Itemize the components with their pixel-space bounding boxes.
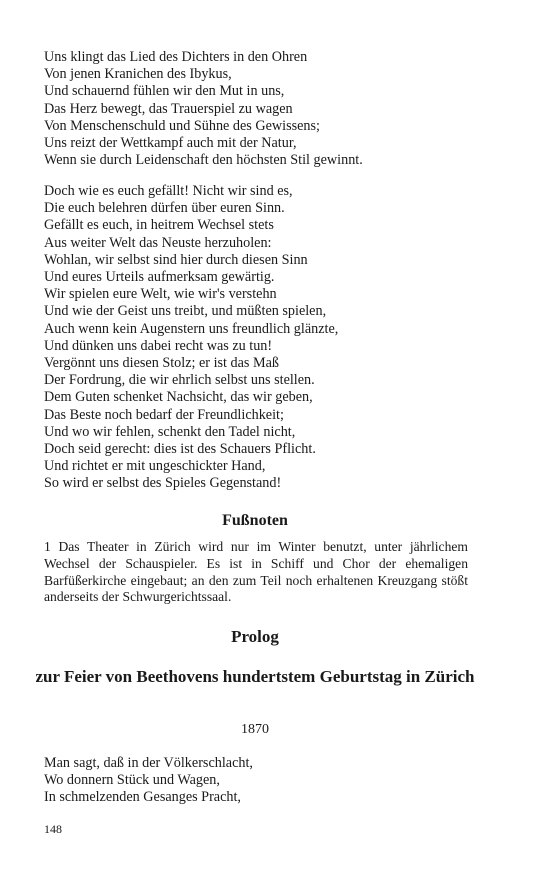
footnote-text: 1 Das Theater in Zürich wird nur im Winter benutzt, unter jährlichem Wechsel der Schauspieler. Es ist in Schiff und Chor der ehemaligen Barfüßerkirche eingebaut; an den zum Teil noch erhaltenen Kreuzgang stößt anderseits der Schwurgerichtssaal. [44,539,468,605]
poem-line: Von jenen Kranichen des Ibykus, [44,66,232,83]
poem-line: Und schauernd fühlen wir den Mut in uns, [44,83,285,100]
poem-line: Doch wie es euch gefällt! Nicht wir sind es, [44,183,293,199]
prolog-year: 1870 [241,722,269,737]
poem-line: Vergönnt uns diesen Stolz; er ist das Maß [44,355,279,372]
poem-line: Und eures Urteils aufmerksam gewärtig. [44,269,275,286]
poem-line: Und richtet er mit ungeschickter Hand, [44,458,266,475]
poem-line: Von Menschenschuld und Sühne des Gewissens; [44,117,320,134]
poem-line: Man sagt, daß in der Völkerschlacht, [44,755,253,771]
prolog-stanza [44,755,484,807]
prolog-subtitle: zur Feier von Beethovens hundertstem Geburtstag in Zürich [35,667,475,686]
prolog-title: Prolog [231,627,279,646]
poem-line: Doch seid gerecht: dies ist des Schauers Pflicht. [44,441,316,458]
poem-line: In schmelzenden Gesanges Pracht, [44,789,241,806]
poem-line: Aus weiter Welt das Neuste herzuholen: [44,234,272,251]
poem-line: Und wo wir fehlen, schenkt den Tadel nicht, [44,423,296,440]
poem-line: Die euch belehren dürfen über euren Sinn. [44,200,285,217]
poem-line: Der Fordrung, die wir ehrlich selbst uns stellen. [44,372,315,389]
poem-line: Wohlan, wir selbst sind hier durch diesen Sinn [44,251,308,268]
poem-line: Wenn sie durch Leidenschaft den höchsten Stil gewinnt. [44,152,363,169]
poem-line: Wo donnern Stück und Wagen, [44,772,220,789]
poem-line: Auch wenn kein Augenstern uns freundlich glänzte, [44,320,339,337]
footnotes-heading: Fußnoten [222,512,288,529]
poem-line: Und dünken uns dabei recht was zu tun! [44,337,273,354]
poem-line: Das Herz bewegt, das Trauerspiel zu wagen [44,100,293,117]
poem-stanza-top [44,49,484,169]
poem-line: Das Beste noch bedarf der Freundlichkeit; [44,406,284,423]
poem-line: Uns klingt das Lied des Dichters in den Ohren [44,49,308,65]
poem-line: Uns reizt der Wettkampf auch mit der Natur, [44,135,297,152]
page-number: 148 [44,822,62,836]
poem-line: Wir spielen eure Welt, wie wir's verstehn [44,286,277,303]
poem-line: Und wie der Geist uns treibt, und müßten spielen, [44,303,327,320]
poem-line: So wird er selbst des Spieles Gegenstand! [44,475,282,492]
poem-stanza-middle [44,183,484,493]
poem-line: Gefällt es euch, in heitrem Wechsel stets [44,217,274,234]
poem-line: Dem Guten schenket Nachsicht, das wir geben, [44,389,313,406]
